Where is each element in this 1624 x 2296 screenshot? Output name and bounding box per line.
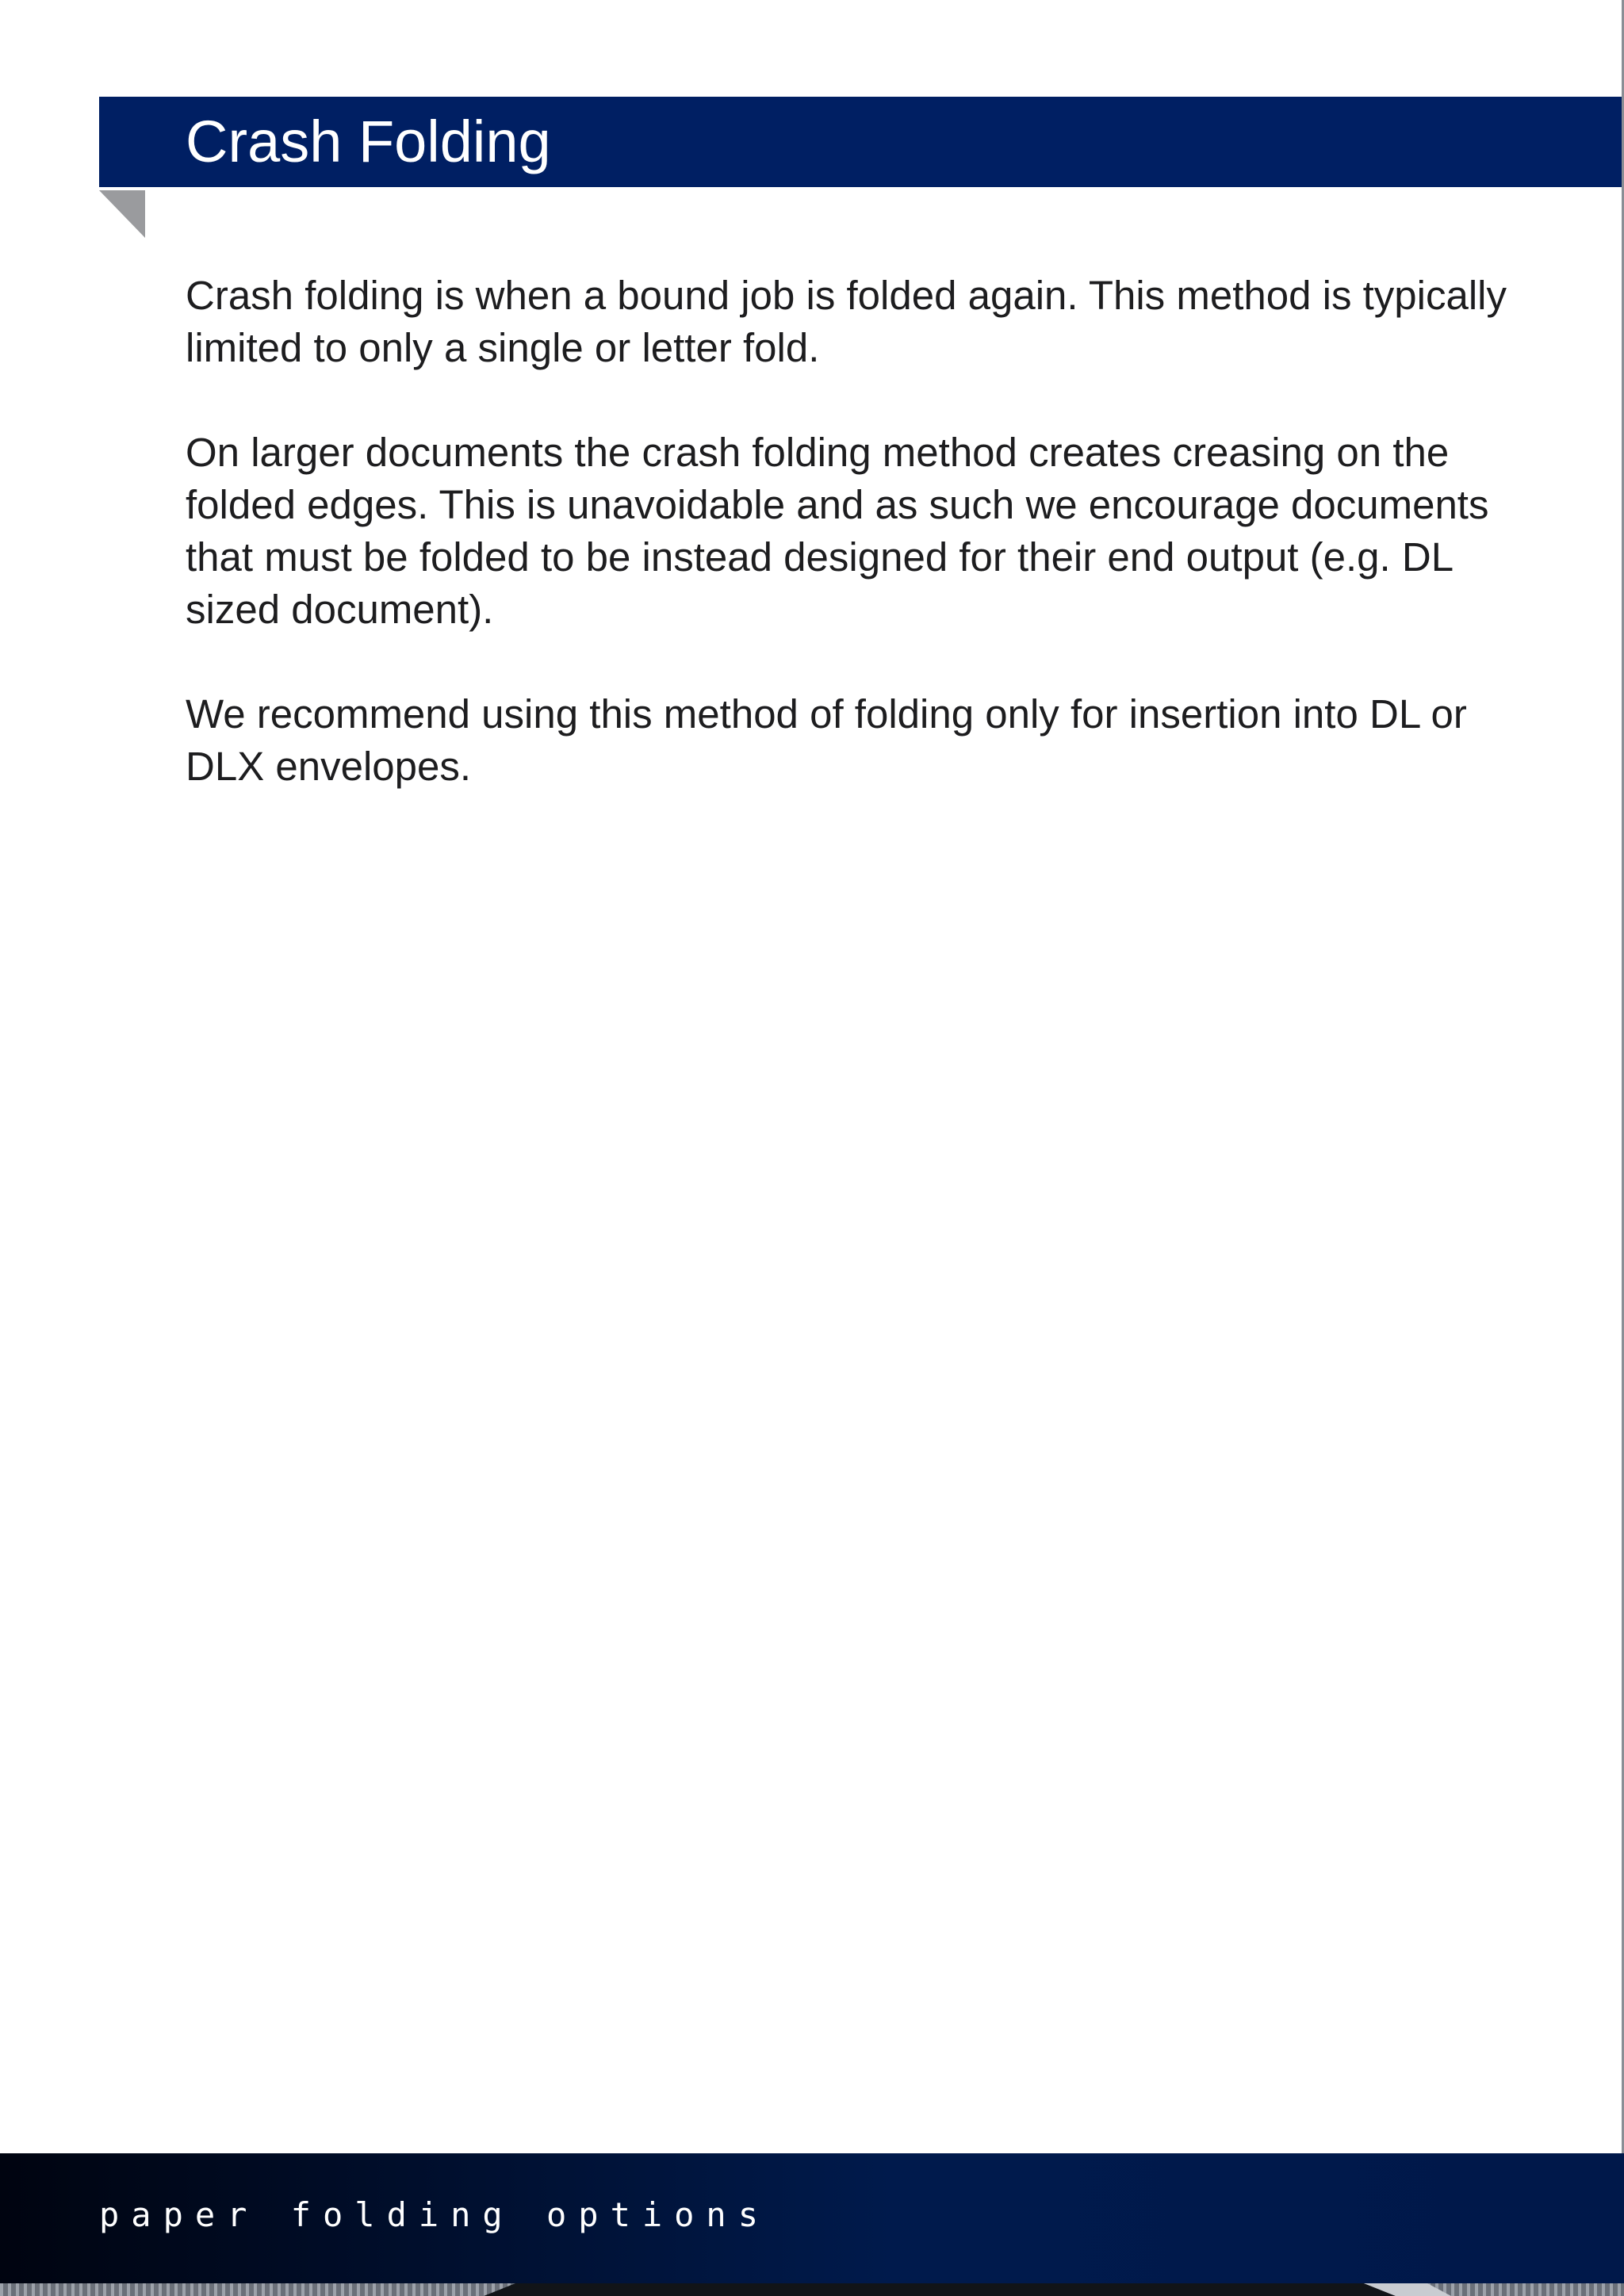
paragraph-crash-folding-definition: Crash folding is when a bound job is folded again. This method is typically limited to only a single or letter fold.	[186, 273, 1507, 370]
paragraph-recommendation: We recommend using this method of folding only for insertion into DL or DLX envelopes.	[186, 691, 1467, 789]
footer-label: paper folding options	[99, 2195, 771, 2234]
corner-fold-decoration	[99, 190, 145, 238]
footer-photo-strip	[0, 2283, 1624, 2296]
title-band	[99, 97, 1622, 187]
paragraph-creasing-warning: On larger documents the crash folding method creates creasing on the folded edges. This is unavoidable and as such we encourage documents that must be folded to be instead designed for their end output (e.g. DL sized document).	[186, 430, 1489, 632]
body-text	[186, 270, 1518, 845]
footer-band	[0, 2153, 1624, 2283]
page-title: Crash Folding	[186, 109, 551, 174]
